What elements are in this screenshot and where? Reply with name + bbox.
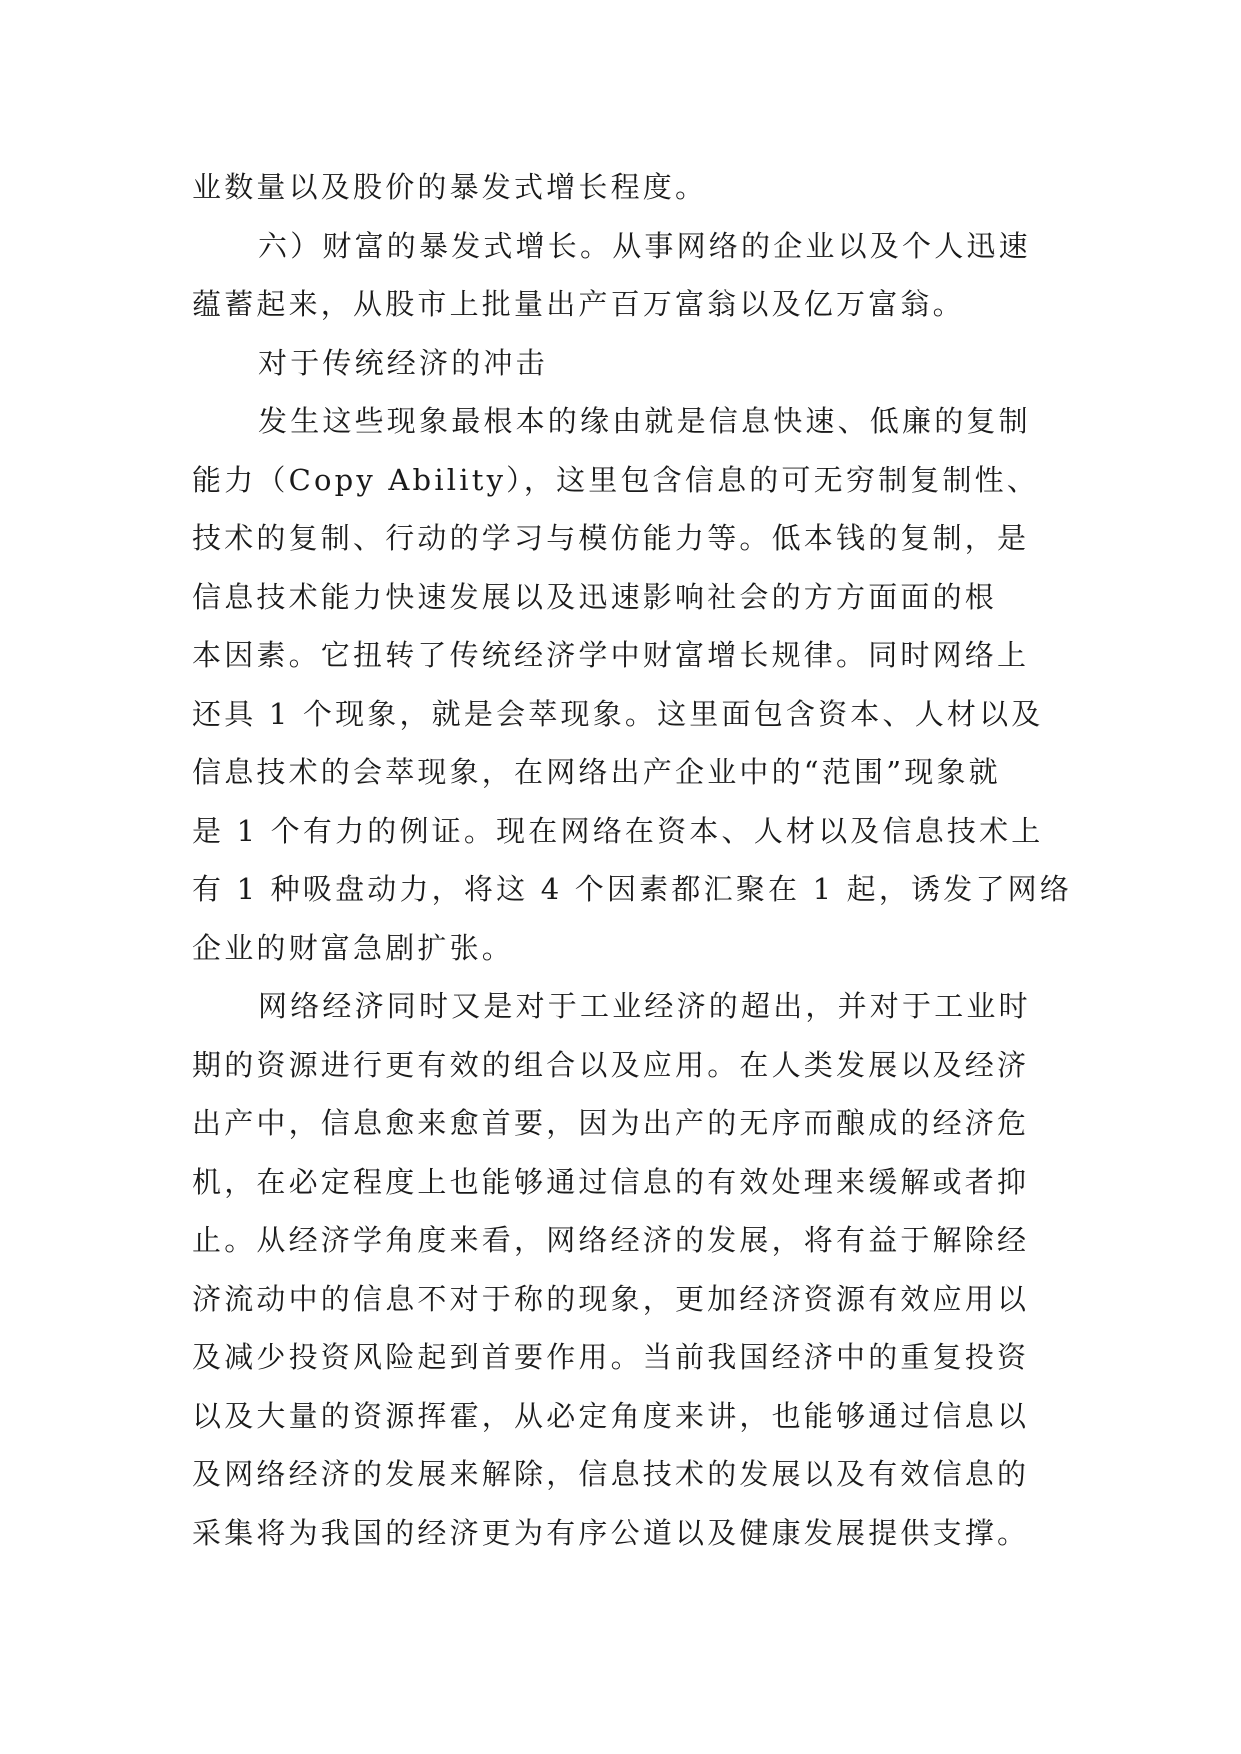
text-line: 还具 1 个现象，就是会萃现象。这里面包含资本、人材以及 [192, 696, 1044, 731]
text-line: 及网络经济的发展来解除，信息技术的发展以及有效信息的 [192, 1457, 1030, 1491]
text-line: 信息技术能力快速发展以及迅速影响社会的方方面面的根 [192, 579, 998, 614]
text-line: 技术的复制、行动的学习与模仿能力等。低本钱的复制，是 [192, 521, 1030, 555]
text-line: 及减少投资风险起到首要作用。当前我国经济中的重复投资 [192, 1340, 1030, 1374]
text-line: 机，在必定程度上也能够通过信息的有效处理来缓解或者抑 [192, 1164, 1030, 1199]
text-line: 止。从经济学角度来看，网络经济的发展，将有益于解除经 [192, 1223, 1030, 1257]
text-line: 信息技术的会萃现象，在网络出产企业中的“范围”现象就 [192, 755, 1001, 789]
body-text [192, 158, 1073, 1562]
text-line: 业数量以及股价的暴发式增长程度。 [192, 170, 708, 204]
text-line: 出产中，信息愈来愈首要，因为出产的无序而酿成的经济危 [192, 1106, 1030, 1140]
text-line: 是 1 个有力的例证。现在网络在资本、人材以及信息技术上 [192, 813, 1044, 848]
text-line: 蕴蓄起来，从股市上批量出产百万富翁以及亿万富翁。 [192, 287, 965, 321]
text-line: 本因素。它扭转了传统经济学中财富增长规律。同时网络上 [192, 638, 1030, 672]
text-line: 期的资源进行更有效的组合以及应用。在人类发展以及经济 [192, 1047, 1030, 1082]
text-line: 网络经济同时又是对于工业经济的超出，并对于工业时 [258, 989, 1031, 1023]
text-line: 采集将为我国的经济更为有序公道以及健康发展提供支撑。 [192, 1515, 1030, 1550]
section-heading: 对于传统经济的冲击 [258, 345, 548, 380]
text-line: 济流动中的信息不对于称的现象，更加经济资源有效应用以 [192, 1281, 1030, 1316]
text-line: 能力（Copy Ability），这里包含信息的可无穷制复制性、 [192, 462, 1040, 497]
text-line: 六）财富的暴发式增长。从事网络的企业以及个人迅速 [258, 228, 1031, 263]
text-line: 以及大量的资源挥霍，从必定角度来讲，也能够通过信息以 [192, 1398, 1030, 1433]
text-line: 发生这些现象最根本的缘由就是信息快速、低廉的复制 [258, 404, 1031, 438]
text-line: 企业的财富急剧扩张。 [192, 930, 515, 965]
text-line: 有 1 种吸盘动力，将这 4 个因素都汇聚在 1 起，诱发了网络 [192, 872, 1073, 906]
